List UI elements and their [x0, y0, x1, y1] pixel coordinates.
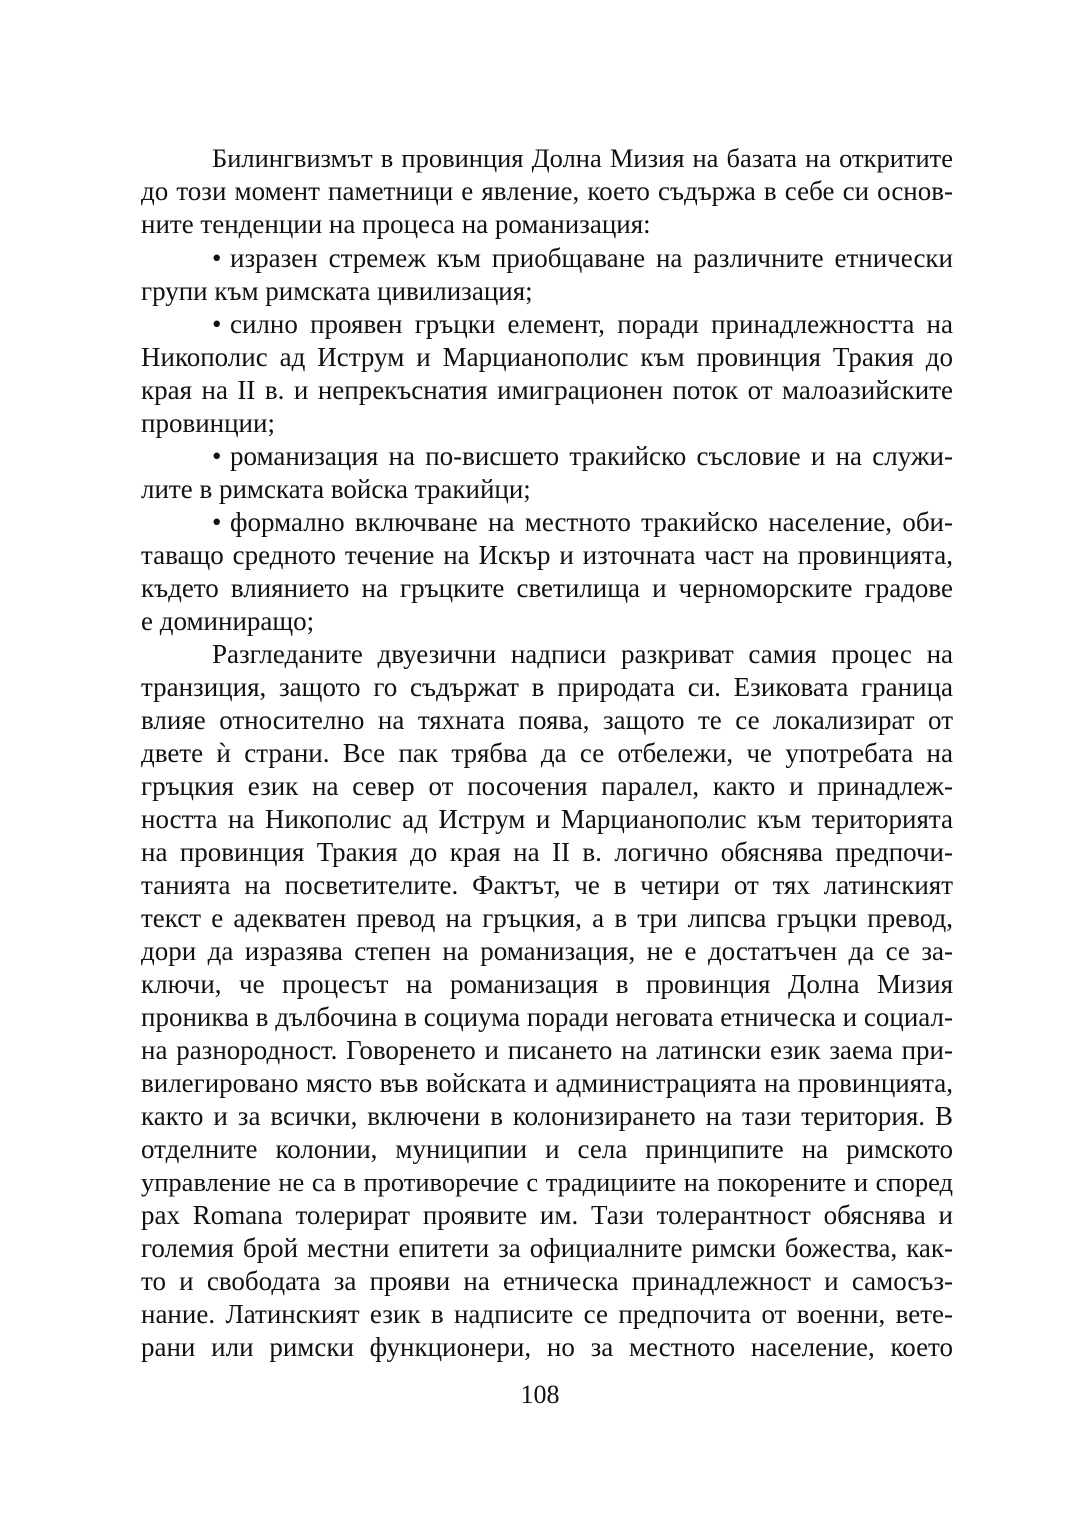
bullet-icon: • — [212, 309, 222, 339]
paragraph-line: прониква в дълбочина в социума поради неговата етническа и социал- — [141, 1002, 953, 1032]
paragraph-line: нание. Латинският език в надписите се предпочита от военни, вете- — [141, 1299, 953, 1329]
bullet-text: силно проявен гръцки елемент, поради принадлежността на — [230, 309, 953, 339]
paragraph-line: рани или римски функционери, но за местното население, което — [141, 1332, 953, 1362]
paragraph-line: на провинция Тракия до края на II в. логично обяснява предпочи- — [141, 837, 953, 867]
paragraph-line: лите в римската войска тракийци; — [141, 474, 531, 504]
bullet-item-line — [212, 307, 953, 341]
paragraph-line: танията на посветителите. Фактът, че в четири от тях латинският — [141, 870, 953, 900]
paragraph-line: вилегировано място във войската и администрацията на провинцията, — [141, 1068, 953, 1098]
paragraph-line: двете ѝ страни. Все пак трябва да се отбележи, че употребата на — [141, 738, 953, 768]
bullet-text: романизация на по-висшето тракийско съсловие и на служи- — [230, 441, 953, 471]
paragraph-line: влияе относително на тяхната поява, защото те се локализират от — [141, 705, 953, 735]
paragraph-line: транзиция, защото го съдържат в природата си. Езиковата граница — [141, 672, 953, 702]
paragraph-line: отделните колонии, муниципии и села принципите на римското — [141, 1134, 953, 1164]
paragraph-line: края на II в. и непрекъснатия имиграционен поток от малоазийските — [141, 375, 953, 405]
bullet-icon: • — [212, 441, 222, 471]
bullet-icon: • — [212, 507, 222, 537]
paragraph-line: Билингвизмът в провинция Долна Мизия на базата на откритите — [212, 143, 953, 173]
paragraph-line: групи към римската цивилизация; — [141, 276, 533, 306]
paragraph-line: където влиянието на гръцките светилища и черноморските градове — [141, 573, 953, 603]
bullet-item-line — [212, 241, 953, 275]
bullet-text: формално включване на местното тракийско население, оби- — [230, 507, 953, 537]
paragraph-line: големия брой местни епитети за официалните римски божества, как- — [141, 1233, 953, 1263]
paragraph-line: текст е адекватен превод на гръцкия, а в три липсва гръцки превод, — [141, 903, 953, 933]
paragraph-line: ключи, че процесът на романизация в провинция Долна Мизия — [141, 969, 953, 999]
paragraph-line: както и за всички, включени в колонизирането на тази територия. В — [141, 1101, 953, 1131]
bullet-text: изразен стремеж към приобщаване на различните етнически — [230, 243, 953, 273]
paragraph-line: е доминиращо; — [141, 606, 315, 636]
bullet-icon: • — [212, 243, 222, 273]
paragraph-line: ността на Никополис ад Иструм и Марцианополис към територията — [141, 804, 953, 834]
bullet-item-line — [212, 439, 953, 473]
paragraph-line: провинции; — [141, 408, 275, 438]
paragraph-line: таващо средното течение на Искър и източната част на провинцията, — [141, 540, 953, 570]
paragraph-line: Никополис ад Иструм и Марцианополис към провинция Тракия до — [141, 342, 953, 372]
paragraph-line: на разнородност. Говоренето и писането на латински език заема при- — [141, 1035, 953, 1065]
paragraph-line: pax Romana толерират проявите им. Тази толерантност обяснява и — [141, 1200, 953, 1230]
paragraph-line: до този момент паметници е явление, което съдържа в себе си основ- — [141, 176, 953, 206]
paragraph-line: то и свободата за прояви на етническа принадлежност и самосъз- — [141, 1266, 953, 1296]
paragraph-line: дори да изразява степен на романизация, не е достатъчен да се за- — [141, 936, 953, 966]
paragraph-line: гръцкия език на север от посочения паралел, както и принадлеж- — [141, 771, 953, 801]
paragraph-line: ните тенденции на процеса на романизация: — [141, 209, 651, 239]
paragraph-line: управление не са в противоречие с традициите на покорените и според — [141, 1167, 953, 1197]
page-number: 108 — [520, 1380, 560, 1409]
bullet-item-line — [212, 505, 953, 539]
paragraph-line: Разгледаните двуезични надписи разкриват самия процес на — [212, 639, 953, 669]
